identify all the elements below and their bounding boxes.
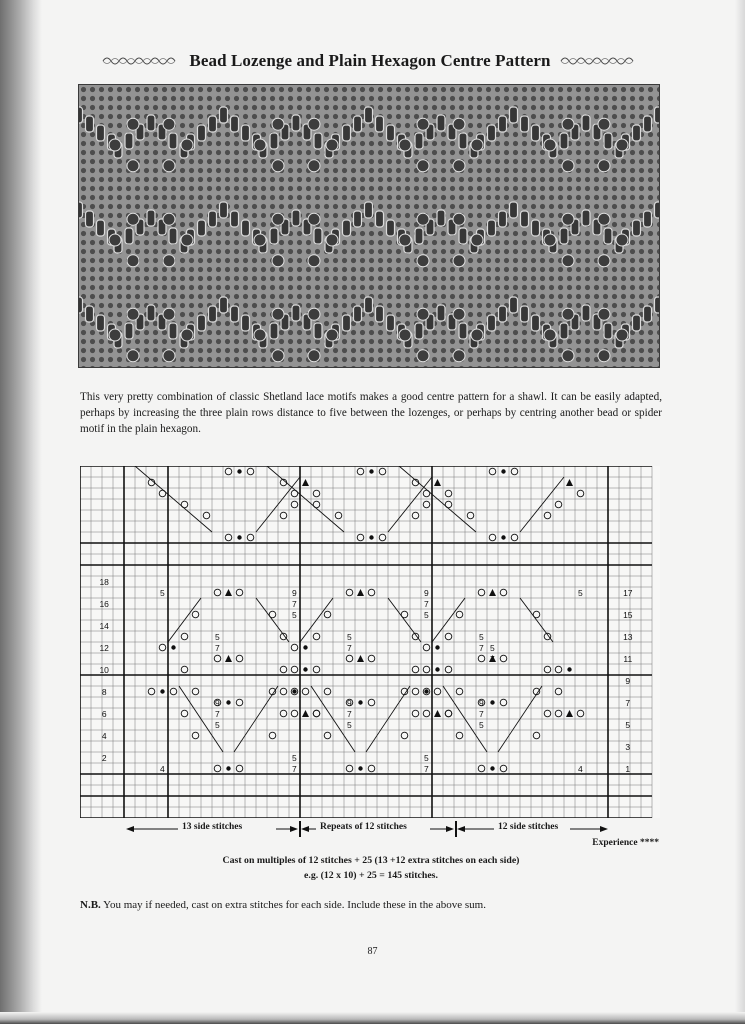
book-gutter-shadow — [0, 0, 42, 1024]
cell-number: 5 — [479, 720, 484, 730]
cell-number: 9 — [292, 588, 297, 598]
row-number-right: 15 — [623, 610, 633, 620]
cast-on-line-2: e.g. (12 x 10) + 25 = 145 stitches. — [304, 870, 438, 881]
lace-swatch-photo — [78, 84, 660, 368]
note-text: You may if needed, cast on extra stitches for each side. Include these in the above sum. — [103, 899, 486, 911]
side-stitches-left-label: 13 side stitches — [182, 822, 243, 832]
repeats-label: Repeats of 12 stitches — [320, 822, 407, 832]
row-number-right: 9 — [625, 676, 631, 686]
cell-number: 7 — [424, 599, 429, 609]
cell-number: 5 — [424, 610, 429, 620]
page-edge — [735, 0, 745, 1024]
cell-number: 7 — [347, 709, 352, 719]
title-row — [80, 46, 660, 76]
cell-number: 5 — [424, 753, 429, 763]
photo-sheen — [79, 85, 659, 367]
cell-number: 9 — [424, 588, 429, 598]
row-number-right: 5 — [625, 720, 631, 730]
row-number-right: 1 — [625, 764, 631, 774]
row-number-left: 6 — [101, 709, 107, 719]
cast-on-line-1: Cast on multiples of 12 stitches + 25 (13 +12 extra stitches on each side) — [222, 855, 520, 866]
row-number-left: 16 — [99, 599, 109, 609]
row-number-right: 17 — [623, 588, 633, 598]
row-number-left: 4 — [101, 731, 107, 741]
stitch-labels — [80, 819, 660, 839]
cell-number: 7 — [424, 764, 429, 774]
cell-number: 5 — [160, 588, 165, 598]
cell-number: 5 — [479, 632, 484, 642]
cell-number: 9 — [479, 698, 484, 708]
right-flourish-icon — [559, 54, 639, 68]
row-number-left: 8 — [101, 687, 107, 697]
side-stitches-right-label: 12 side stitches — [498, 822, 559, 832]
cell-number: 4 — [578, 764, 583, 774]
note-label: N.B. — [80, 899, 101, 911]
cell-number: 5 — [490, 643, 495, 653]
cell-number: 9 — [347, 698, 352, 708]
row-number-right: 11 — [623, 654, 633, 664]
cell-number: 4 — [160, 764, 165, 774]
row-number-left: 12 — [99, 643, 109, 653]
cell-number: 7 — [215, 709, 220, 719]
cell-number: 7 — [347, 643, 352, 653]
row-number-left: 2 — [101, 753, 107, 763]
lace-chart — [80, 466, 660, 823]
cell-number: 7 — [292, 764, 297, 774]
cell-number: 5 — [292, 610, 297, 620]
row-number-right: 3 — [625, 742, 631, 752]
left-flourish-icon — [101, 54, 181, 68]
cell-number: 5 — [215, 632, 220, 642]
cast-on-instructions — [80, 853, 662, 883]
cell-number: 7 — [215, 643, 220, 653]
page-number: 87 — [367, 946, 378, 957]
cell-number: 5 — [347, 720, 352, 730]
cell-number: 9 — [215, 698, 220, 708]
cell-number: 7 — [479, 643, 484, 653]
row-number-right: 13 — [623, 632, 633, 642]
cell-number: 7 — [490, 654, 495, 664]
row-number-left: 10 — [99, 665, 109, 675]
row-number-left: 18 — [99, 577, 109, 587]
cell-number: 5 — [347, 632, 352, 642]
cell-number: 5 — [578, 588, 583, 598]
row-number-right: 7 — [625, 698, 631, 708]
note — [80, 899, 662, 911]
intro-paragraph: This very pretty combination of classic Shetland lace motifs makes a good centre pattern for a shawl. It can be easily adapted, perhaps by increasing the three plain rows distance to five between the lozenges, or perhaps by centring another bead or spider motif in the plain hexagon. — [80, 391, 662, 435]
page-title: Bead Lozenge and Plain Hexagon Centre Pattern — [189, 51, 551, 70]
cell-number: 7 — [479, 709, 484, 719]
page-bottom-edge — [0, 1012, 745, 1024]
experience-rating: Experience **** — [592, 838, 659, 848]
cell-number: 5 — [215, 720, 220, 730]
cell-number: 5 — [292, 753, 297, 763]
cell-number: 7 — [292, 599, 297, 609]
row-number-left: 14 — [99, 621, 109, 631]
